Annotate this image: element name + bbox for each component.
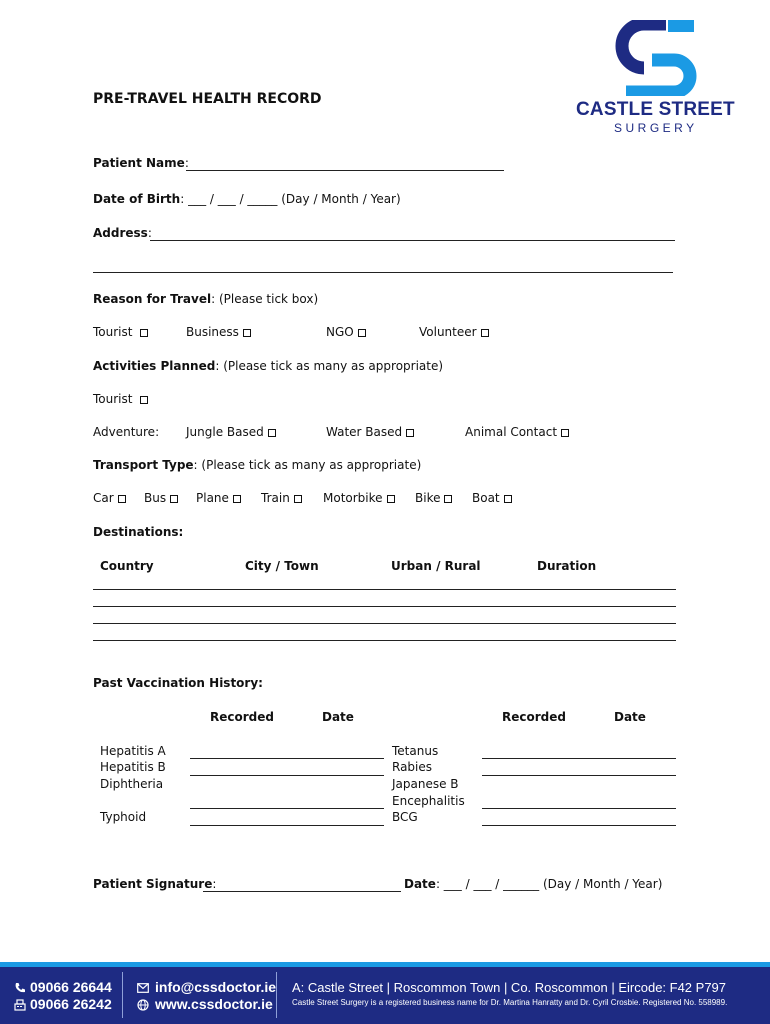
transport-bike[interactable]: Bike: [415, 491, 452, 505]
signature-date-field[interactable]: ___ / ___ / ______: [443, 877, 540, 891]
vaccine-diphtheria: Diphtheria: [100, 777, 164, 791]
vaccine-record-line[interactable]: [482, 758, 676, 759]
footer-phone-2: 09066 26242: [30, 996, 112, 1012]
checkbox[interactable]: [118, 495, 126, 503]
destinations-col-country: Country: [100, 559, 154, 573]
checkbox[interactable]: [140, 329, 148, 337]
checkbox[interactable]: [406, 429, 414, 437]
vaccine-record-line[interactable]: [482, 808, 676, 809]
vaccine-record-line[interactable]: [190, 758, 384, 759]
footer-phone-1: 09066 26644: [30, 979, 112, 995]
vaccine-record-line[interactable]: [190, 825, 384, 826]
signature-field[interactable]: [203, 891, 401, 892]
vaccine-hepatitis-b: Hepatitis B: [100, 760, 166, 774]
vaccine-record-line[interactable]: [482, 775, 676, 776]
vaccine-record-line[interactable]: [190, 808, 384, 809]
footer-email[interactable]: info@cssdoctor.ie: [155, 979, 277, 995]
vaccine-japanese-b: Japanese B: [392, 777, 459, 791]
adventure-label: Adventure:: [93, 425, 160, 439]
destination-row-line[interactable]: [93, 606, 676, 607]
destination-row-line[interactable]: [93, 589, 676, 590]
signature-date-label: Date: [404, 877, 436, 891]
vaccine-tetanus: Tetanus: [392, 744, 439, 758]
destinations-col-city: City / Town: [245, 559, 319, 573]
dob-row: Date of Birth: ___ / ___ / _____ (Day / Month / Year): [93, 192, 401, 206]
activity-jungle-based[interactable]: Jungle Based: [186, 425, 276, 439]
checkbox[interactable]: [444, 495, 452, 503]
phone-icon: [14, 982, 26, 994]
destinations-label: Destinations:: [93, 525, 184, 539]
address-field-line2[interactable]: [93, 272, 673, 273]
transport-motorbike[interactable]: Motorbike: [323, 491, 395, 505]
dob-field[interactable]: ___ / ___ / _____: [188, 192, 278, 206]
checkbox[interactable]: [358, 329, 366, 337]
transport-bus[interactable]: Bus: [144, 491, 178, 505]
checkbox[interactable]: [504, 495, 512, 503]
checkbox[interactable]: [170, 495, 178, 503]
checkbox[interactable]: [243, 329, 251, 337]
vaccine-record-line[interactable]: [190, 775, 384, 776]
dob-label: Date of Birth: [93, 192, 181, 206]
vaccination-col-date-right: Date: [614, 710, 646, 724]
vaccination-col-date-left: Date: [322, 710, 354, 724]
destination-row-line[interactable]: [93, 640, 676, 641]
logo-line2: SURGERY: [614, 121, 698, 135]
dob-format: (Day / Month / Year): [281, 192, 401, 206]
activity-tourist[interactable]: Tourist: [93, 392, 148, 406]
vaccination-col-recorded-right: Recorded: [502, 710, 566, 724]
checkbox[interactable]: [387, 495, 395, 503]
logo-line1: CASTLE STREET: [576, 99, 735, 120]
footer-address: A: Castle Street | Roscommon Town | Co. Roscommon | Eircode: F42 P797: [292, 980, 727, 995]
transport-plane[interactable]: Plane: [196, 491, 241, 505]
transport-car[interactable]: Car: [93, 491, 126, 505]
activity-water-based[interactable]: Water Based: [326, 425, 414, 439]
signature-date-row: Date: ___ / ___ / ______ (Day / Month / Year): [404, 877, 663, 891]
address-label: Address:: [93, 226, 152, 240]
vaccination-label: Past Vaccination History:: [93, 676, 263, 690]
footer-legal: Castle Street Surgery is a registered business name for Dr. Martina Hanratty and Dr. Cyril Crosbie. Registered No. 558989.: [292, 998, 728, 1007]
footer-stripe: [0, 962, 770, 967]
vaccine-record-line[interactable]: [482, 825, 676, 826]
footer-divider: [276, 972, 277, 1018]
reason-option-ngo[interactable]: NGO: [326, 325, 366, 339]
fax-icon: [14, 999, 26, 1011]
destinations-col-duration: Duration: [537, 559, 597, 573]
patient-name-field[interactable]: [186, 170, 504, 171]
transport-label: Transport Type: (Please tick as many as appropriate): [93, 458, 422, 472]
vaccination-col-recorded-left: Recorded: [210, 710, 274, 724]
activities-label: Activities Planned: (Please tick as many as appropriate): [93, 359, 444, 373]
page-title: PRE-TRAVEL HEALTH RECORD: [93, 91, 322, 107]
activity-animal-contact[interactable]: Animal Contact: [465, 425, 569, 439]
footer-divider: [122, 972, 123, 1018]
checkbox[interactable]: [561, 429, 569, 437]
checkbox[interactable]: [481, 329, 489, 337]
vaccine-rabies: Rabies: [392, 760, 433, 774]
vaccine-typhoid: Typhoid: [100, 810, 147, 824]
patient-name-label: Patient Name:: [93, 156, 189, 170]
transport-train[interactable]: Train: [261, 491, 302, 505]
reason-option-tourist[interactable]: Tourist: [93, 325, 148, 339]
vaccine-encephalitis: Encephalitis: [392, 794, 465, 808]
vaccine-hepatitis-a: Hepatitis A: [100, 744, 166, 758]
signature-date-format: (Day / Month / Year): [542, 877, 663, 891]
checkbox[interactable]: [294, 495, 302, 503]
address-field-line1[interactable]: [150, 240, 675, 241]
checkbox[interactable]: [140, 396, 148, 404]
checkbox[interactable]: [233, 495, 241, 503]
destinations-col-urban-rural: Urban / Rural: [391, 559, 481, 573]
castle-street-logo-icon: [614, 20, 700, 96]
signature-label: Patient Signature:: [93, 877, 217, 891]
email-icon: [137, 983, 149, 993]
transport-boat[interactable]: Boat: [472, 491, 512, 505]
reason-label: Reason for Travel: (Please tick box): [93, 292, 319, 306]
checkbox[interactable]: [268, 429, 276, 437]
vaccine-bcg: BCG: [392, 810, 418, 824]
footer-website[interactable]: www.cssdoctor.ie: [155, 996, 273, 1012]
globe-icon: [137, 999, 149, 1011]
reason-option-business[interactable]: Business: [186, 325, 251, 339]
reason-option-volunteer[interactable]: Volunteer: [419, 325, 489, 339]
destination-row-line[interactable]: [93, 623, 676, 624]
